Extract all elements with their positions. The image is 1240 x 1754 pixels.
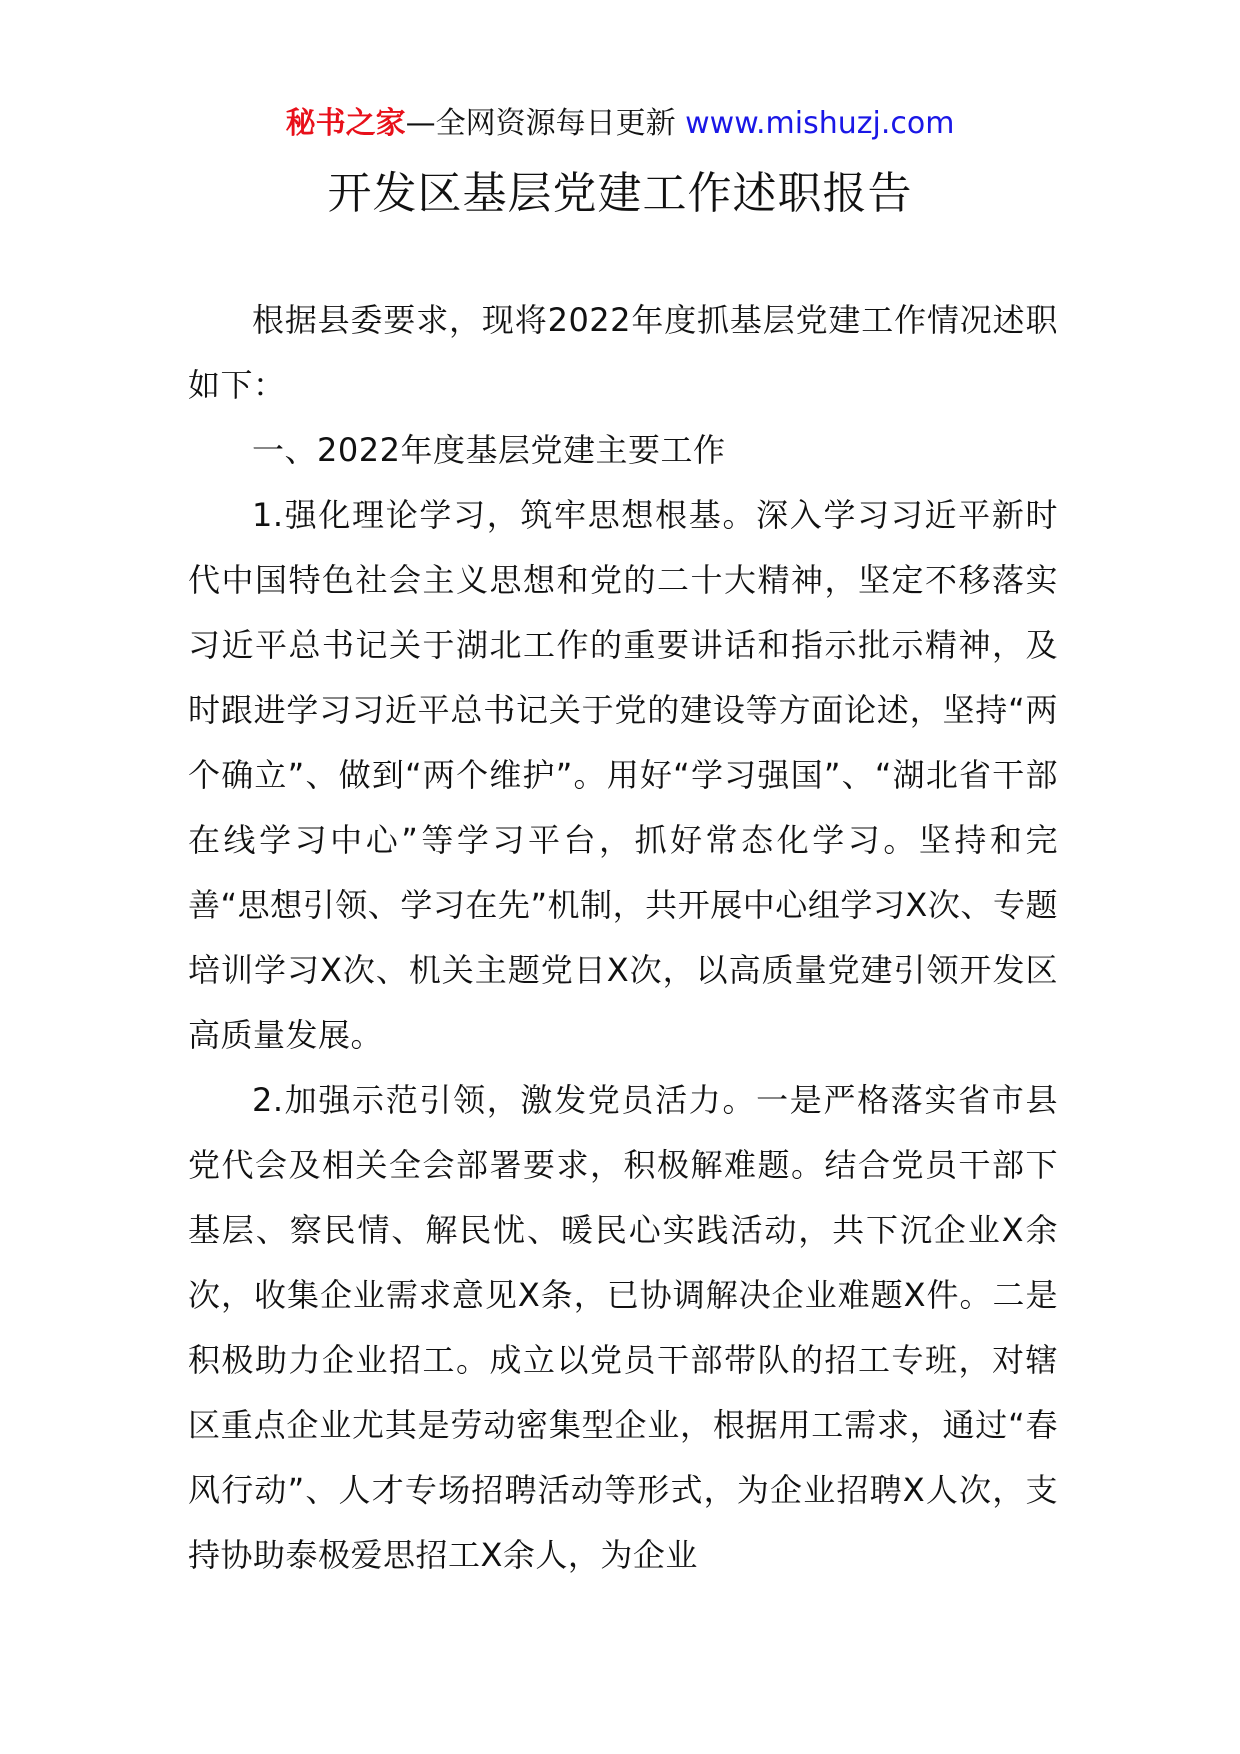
brand-name: 秘书之家	[285, 106, 406, 141]
intro-paragraph: 根据县委要求，现将2022年度抓基层党建工作情况述职如下：	[188, 301, 1058, 404]
section-heading: 一、2022年度基层党建主要工作	[252, 431, 726, 469]
document-body	[188, 288, 1058, 1588]
site-header	[0, 104, 1240, 144]
body-paragraph: 1.强化理论学习，筑牢思想根基。深入学习习近平新时代中国特色社会主义思想和党的二十大精神，坚定不移落实习近平总书记关于湖北工作的重要讲话和指示批示精神，及时跟进学习习近平总书记关于党的建设等方面论述，坚持“两个确立”、做到“两个维护”。用好“学习强国”、“湖北省干部在线学习中心”等学习平台，抓好常态化学习。坚持和完善“思想引领、学习在先”机制，共开展中心组学习X次、专题培训学习X次、机关主题党日X次，以高质量党建引领开发区高质量发展。	[188, 496, 1058, 1054]
site-url-link[interactable]: www.mishuzj.com	[685, 106, 955, 141]
header-tagline: —全网资源每日更新	[405, 106, 686, 141]
body-paragraph: 2.加强示范引领，激发党员活力。一是严格落实省市县党代会及相关全会部署要求，积极解难题。结合党员干部下基层、察民情、解民忧、暖民心实践活动，共下沉企业X余次，收集企业需求意见X条，已协调解决企业难题X件。二是积极助力企业招工。成立以党员干部带队的招工专班，对辖区重点企业尤其是劳动密集型企业，根据用工需求，通过“春风行动”、人才专场招聘活动等形式，为企业招聘X人次，支持协助泰极爱思招工X余人，为企业	[188, 1081, 1058, 1574]
document-title: 开发区基层党建工作述职报告	[327, 168, 913, 219]
